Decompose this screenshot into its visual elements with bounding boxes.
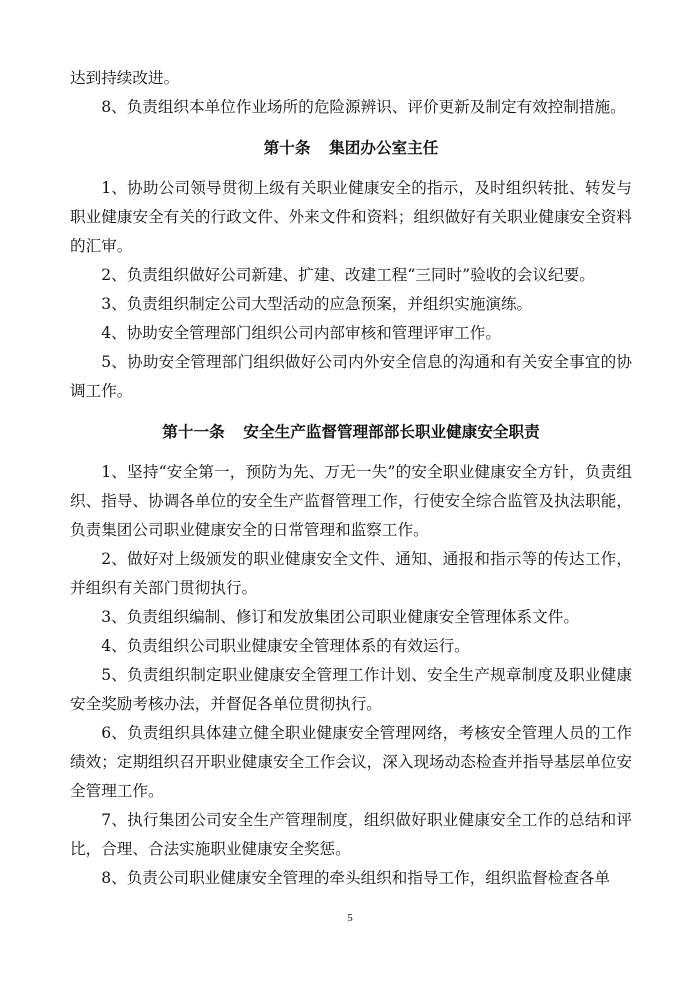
article-10-item: 1、协助公司领导贯彻上级有关职业健康安全的指示，及时组织转批、转发与职业健康安全有关的行政文件、外来文件和资料；组织做好有关职业健康安全资料的汇审。 — [70, 179, 632, 255]
article-11-item: 8、负责公司职业健康安全管理的牵头组织和指导工作，组织监督检查各单 — [101, 869, 611, 887]
article-10-item: 3、负责组织制定公司大型活动的应急预案，并组织实施演练。 — [101, 295, 533, 313]
article-title: 安全生产监督管理部部长职业健康安全职责 — [243, 423, 540, 441]
article-10-heading — [70, 132, 632, 164]
article-11-item: 5、负责组织制定职业健康安全管理工作计划、安全生产规章制度及职业健康安全奖励考核办法，并督促各单位贯彻执行。 — [70, 666, 632, 713]
article-title: 集团办公室主任 — [329, 139, 439, 157]
paragraph: 8、负责组织本单位作业场所的危险源辨识、评价更新及制定有效控制措施。 — [101, 98, 626, 116]
article-10-item: 5、协助安全管理部门组织做好公司内外安全信息的沟通和有关安全事宜的协调工作。 — [70, 353, 632, 400]
article-11-item: 1、坚持“安全第一，预防为先、万无一失”的安全职业健康安全方针，负责组织、指导、协调各单位的安全生产监督管理工作，行使安全综合监管及执法职能，负责集团公司职业健康安全的日常管理和监察工作。 — [70, 463, 632, 539]
page-number: 5 — [347, 912, 353, 924]
article-10-item: 4、协助安全管理部门组织公司内部审核和管理评审工作。 — [101, 324, 501, 342]
article-11-item: 6、负责组织具体建立健全职业健康安全管理网络，考核安全管理人员的工作绩效；定期组织召开职业健康安全工作会议，深入现场动态检查并指导基层单位安全管理工作。 — [70, 724, 632, 800]
article-11-item: 2、做好对上级颁发的职业健康安全文件、通知、通报和指示等的传达工作，并组织有关部门贯彻执行。 — [70, 550, 632, 597]
article-11-heading — [70, 416, 632, 448]
paragraph: 达到持续改进。 — [70, 69, 180, 87]
article-number: 第十一条 — [162, 423, 225, 441]
article-10-item: 2、负责组织做好公司新建、扩建、改建工程“三同时”验收的会议纪要。 — [101, 266, 595, 284]
article-11-item: 7、执行集团公司安全生产管理制度，组织做好职业健康安全工作的总结和评比，合理、合法实施职业健康安全奖惩。 — [70, 811, 632, 858]
article-11-item: 3、负责组织编制、修订和发放集团公司职业健康安全管理体系文件。 — [101, 608, 579, 626]
article-11-item: 4、负责组织公司职业健康安全管理体系的有效运行。 — [101, 637, 470, 655]
article-number: 第十条 — [263, 139, 311, 157]
document-body — [70, 64, 632, 893]
